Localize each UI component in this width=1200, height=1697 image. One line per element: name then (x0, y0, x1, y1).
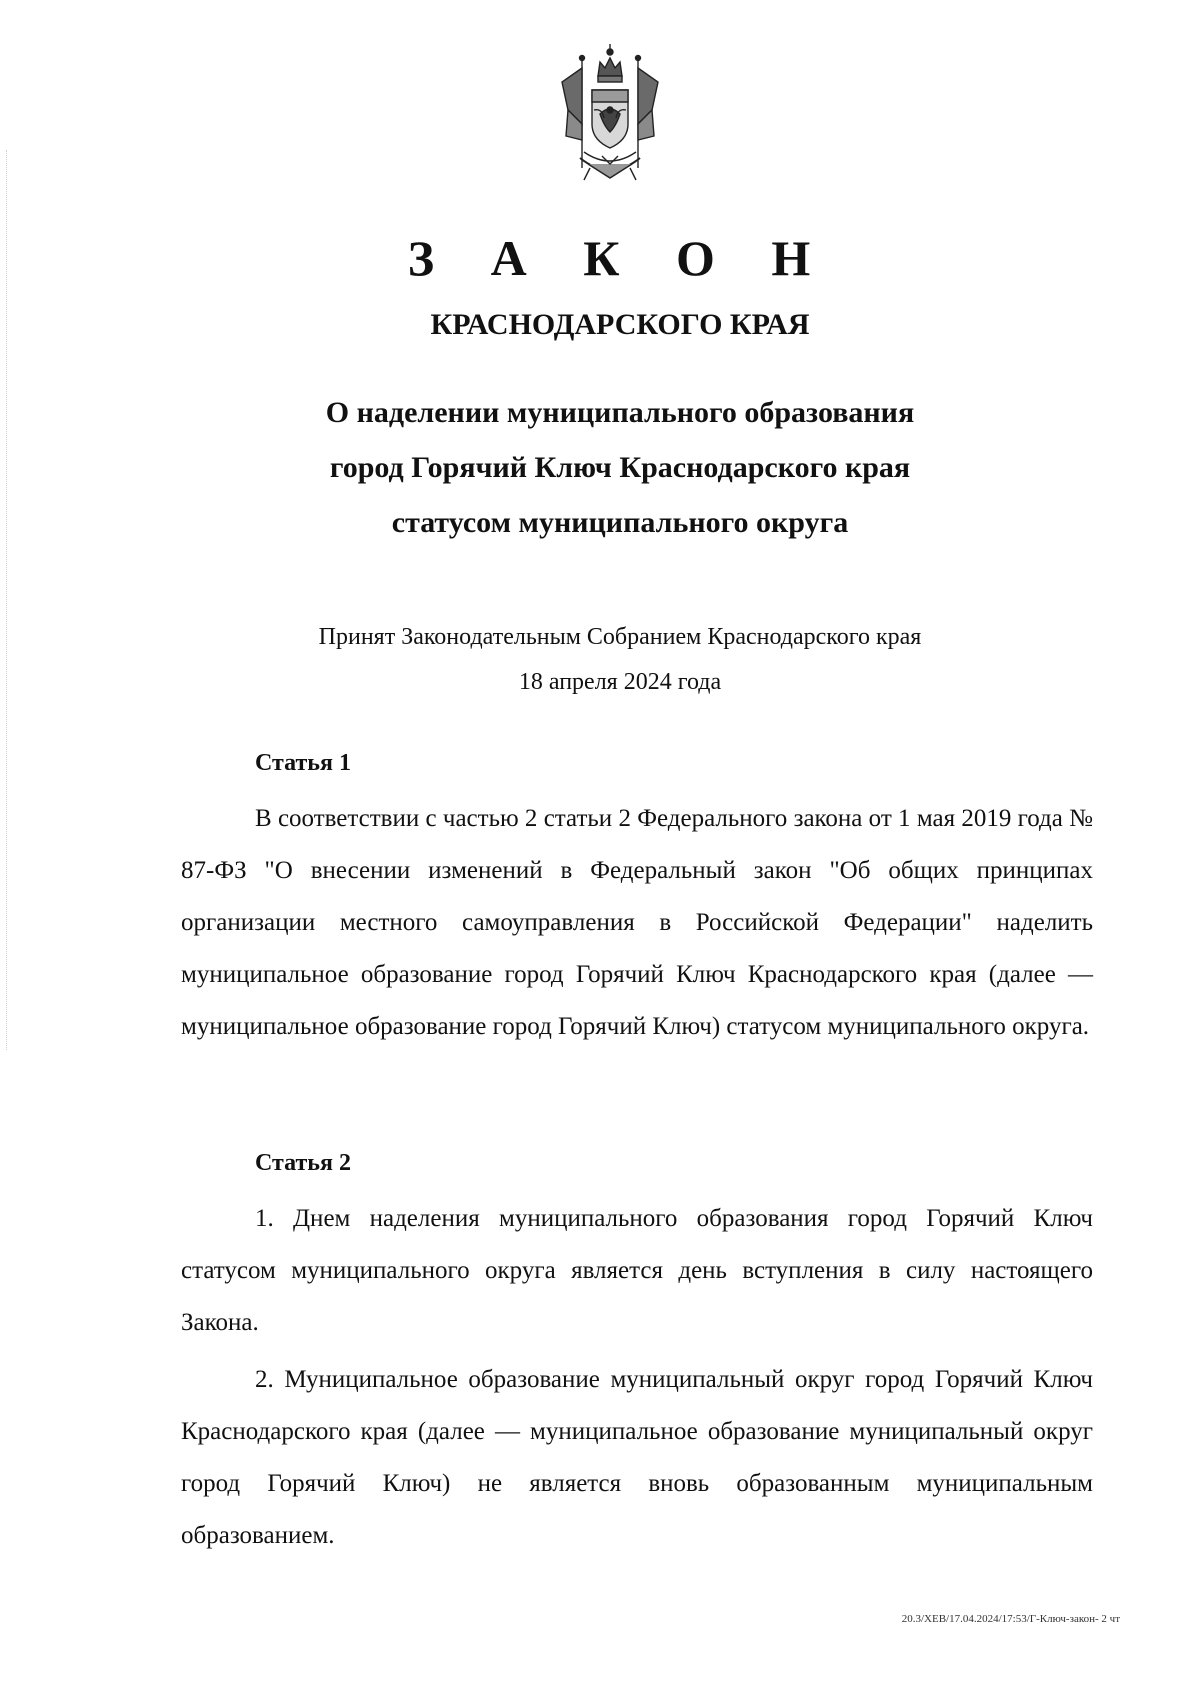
adoption-date: 18 апреля 2024 года (518, 669, 722, 695)
article-2-paragraph-1: 1. Днем наделения муниципального образования город Горячий Ключ статусом муниципального округа является день вступления в силу настоящего Закона. (181, 1205, 1093, 1336)
law-title: З А К О Н (407, 230, 833, 286)
article-1-title: Статья 1 (255, 750, 351, 776)
law-heading-line: О наделении муниципального образования (325, 396, 915, 429)
article-2-title: Статья 2 (255, 1150, 351, 1176)
law-region-subtitle: КРАСНОДАРСКОГО КРАЯ (430, 308, 810, 341)
document-registration-code: 20.3/ХЕВ/17.04.2024/17:53/Г-Ключ-закон- 2 чт (901, 1613, 1120, 1625)
adoption-note (0, 615, 1200, 705)
coat-of-arms-icon (558, 40, 662, 190)
law-heading-line: статусом муниципального округа (391, 506, 849, 539)
law-heading-line: город Горячий Ключ Краснодарского края (329, 451, 911, 484)
adoption-body: Принят Законодательным Собранием Краснодарского края (318, 624, 922, 650)
law-heading (0, 385, 1200, 550)
article-1-paragraph: В соответствии с частью 2 статьи 2 Федерального закона от 1 мая 2019 года № 87-ФЗ "О внесении изменений в Федеральный закон "Об общих принципах организации местного самоуправления в Российской Федерации" наделить муниципальное образование город Горячий Ключ Краснодарского края (далее — муниципальное образование город Горячий Ключ) статусом муниципального округа. (181, 805, 1093, 1040)
article-2-paragraph-2: 2. Муниципальное образование муниципальный округ город Горячий Ключ Краснодарского края (далее — муниципальное образование муниципальный округ город Горячий Ключ) не является вновь образованным муниципальным образованием. (181, 1366, 1093, 1549)
